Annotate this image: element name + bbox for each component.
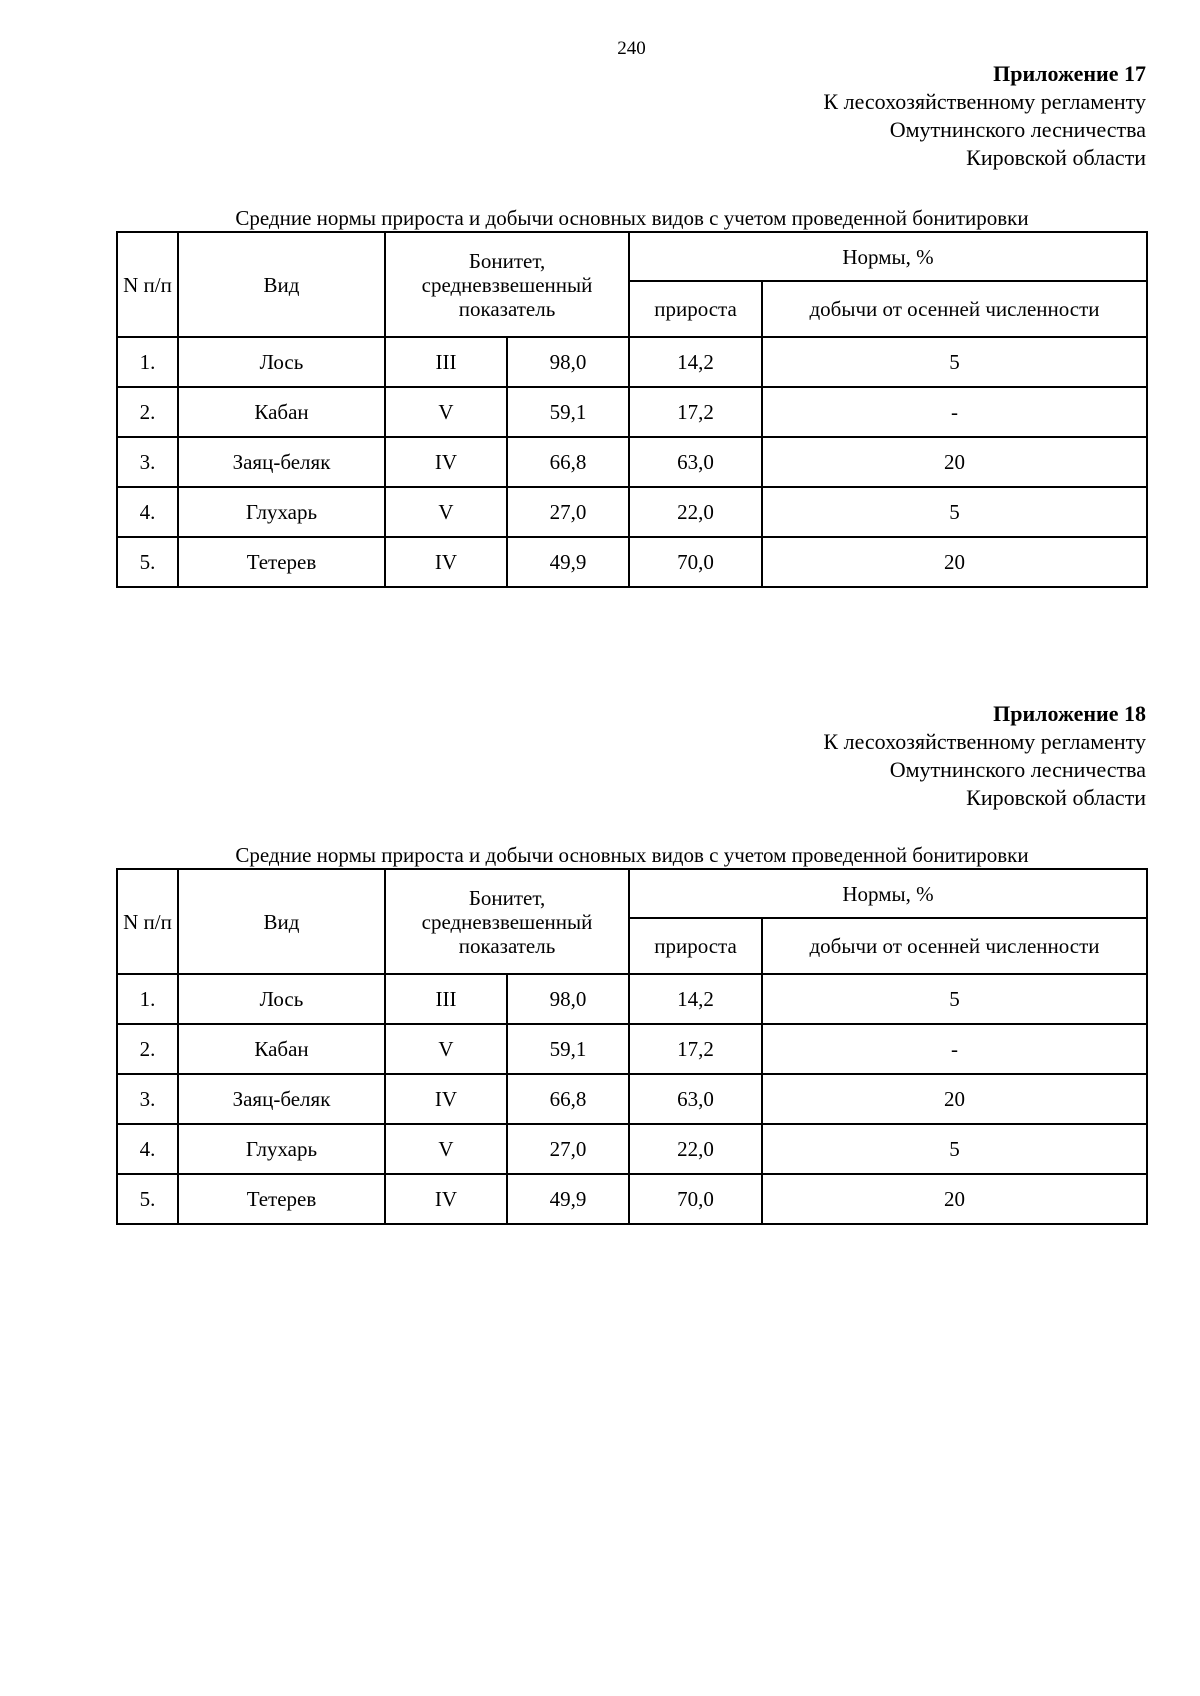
header-num: N п/п [117,232,178,337]
cell-species: Лось [178,337,385,387]
table-row [117,1074,1147,1124]
table-row [117,337,1147,387]
header-num: N п/п [117,869,178,974]
cell-harvest: - [762,1024,1147,1074]
appendix-title: Приложение 17 [993,61,1146,86]
cell-class: V [385,1124,507,1174]
cell-class: IV [385,1174,507,1224]
cell-growth: 17,2 [629,1024,762,1074]
cell-species: Глухарь [178,1124,385,1174]
cell-harvest: 20 [762,1174,1147,1224]
appendix-line: К лесохозяйственному регламенту [823,89,1146,114]
cell-class: V [385,387,507,437]
cell-num: 3. [117,1074,178,1124]
cell-class: V [385,487,507,537]
cell-species: Лось [178,974,385,1024]
cell-index: 49,9 [507,1174,629,1224]
cell-harvest: 5 [762,487,1147,537]
header-norms: Нормы, % [629,869,1147,918]
cell-num: 4. [117,1124,178,1174]
cell-class: IV [385,437,507,487]
cell-class: III [385,337,507,387]
cell-class: V [385,1024,507,1074]
appendix-line: К лесохозяйственному регламенту [823,729,1146,754]
header-species: Вид [178,232,385,337]
cell-index: 27,0 [507,1124,629,1174]
cell-index: 66,8 [507,1074,629,1124]
cell-species: Тетерев [178,1174,385,1224]
cell-growth: 70,0 [629,1174,762,1224]
table-row [117,387,1147,437]
appendix-line: Омутнинского лесничества [889,117,1146,142]
cell-species: Заяц-беляк [178,437,385,487]
cell-class: IV [385,537,507,587]
cell-index: 49,9 [507,537,629,587]
cell-num: 3. [117,437,178,487]
cell-class: IV [385,1074,507,1124]
cell-growth: 63,0 [629,437,762,487]
cell-index: 98,0 [507,974,629,1024]
table-row [117,537,1147,587]
appendix-header [823,60,1146,172]
appendix-line: Кировской области [966,145,1146,170]
appendix-line: Омутнинского лесничества [889,757,1146,782]
cell-harvest: 20 [762,1074,1147,1124]
table-row [117,974,1147,1024]
cell-harvest: 5 [762,974,1147,1024]
cell-species: Глухарь [178,487,385,537]
cell-num: 1. [117,974,178,1024]
cell-growth: 14,2 [629,337,762,387]
header-bonitet: Бонитет, средневзвешенный показатель [385,232,629,337]
header-norms: Нормы, % [629,232,1147,281]
cell-growth: 22,0 [629,1124,762,1174]
header-bonitet: Бонитет, средневзвешенный показатель [385,869,629,974]
cell-harvest: 20 [762,537,1147,587]
cell-species: Заяц-беляк [178,1074,385,1124]
cell-class: III [385,974,507,1024]
cell-num: 5. [117,1174,178,1224]
page-number: 240 [617,38,646,59]
cell-index: 59,1 [507,387,629,437]
cell-index: 66,8 [507,437,629,487]
header-growth: прироста [629,281,762,337]
cell-index: 59,1 [507,1024,629,1074]
table-row [117,1124,1147,1174]
cell-growth: 70,0 [629,537,762,587]
cell-num: 1. [117,337,178,387]
norms-table [116,868,1148,1225]
cell-harvest: 20 [762,437,1147,487]
header-harvest: добычи от осенней численности [762,281,1147,337]
cell-num: 2. [117,1024,178,1074]
table-row [117,1024,1147,1074]
cell-num: 2. [117,387,178,437]
header-growth: прироста [629,918,762,974]
cell-num: 5. [117,537,178,587]
cell-growth: 22,0 [629,487,762,537]
cell-num: 4. [117,487,178,537]
table-row [117,1174,1147,1224]
cell-species: Кабан [178,387,385,437]
appendix-title: Приложение 18 [993,701,1146,726]
cell-species: Тетерев [178,537,385,587]
appendix-line: Кировской области [966,785,1146,810]
cell-index: 98,0 [507,337,629,387]
table-caption: Средние нормы прироста и добычи основных видов с учетом проведенной бонитировки [235,206,1029,230]
table-row [117,487,1147,537]
norms-table [116,231,1148,588]
table-caption: Средние нормы прироста и добычи основных видов с учетом проведенной бонитировки [235,843,1029,867]
cell-index: 27,0 [507,487,629,537]
cell-species: Кабан [178,1024,385,1074]
cell-harvest: 5 [762,337,1147,387]
cell-growth: 17,2 [629,387,762,437]
cell-growth: 14,2 [629,974,762,1024]
cell-harvest: - [762,387,1147,437]
header-harvest: добычи от осенней численности [762,918,1147,974]
appendix-header [823,700,1146,812]
cell-growth: 63,0 [629,1074,762,1124]
cell-harvest: 5 [762,1124,1147,1174]
header-species: Вид [178,869,385,974]
table-row [117,437,1147,487]
